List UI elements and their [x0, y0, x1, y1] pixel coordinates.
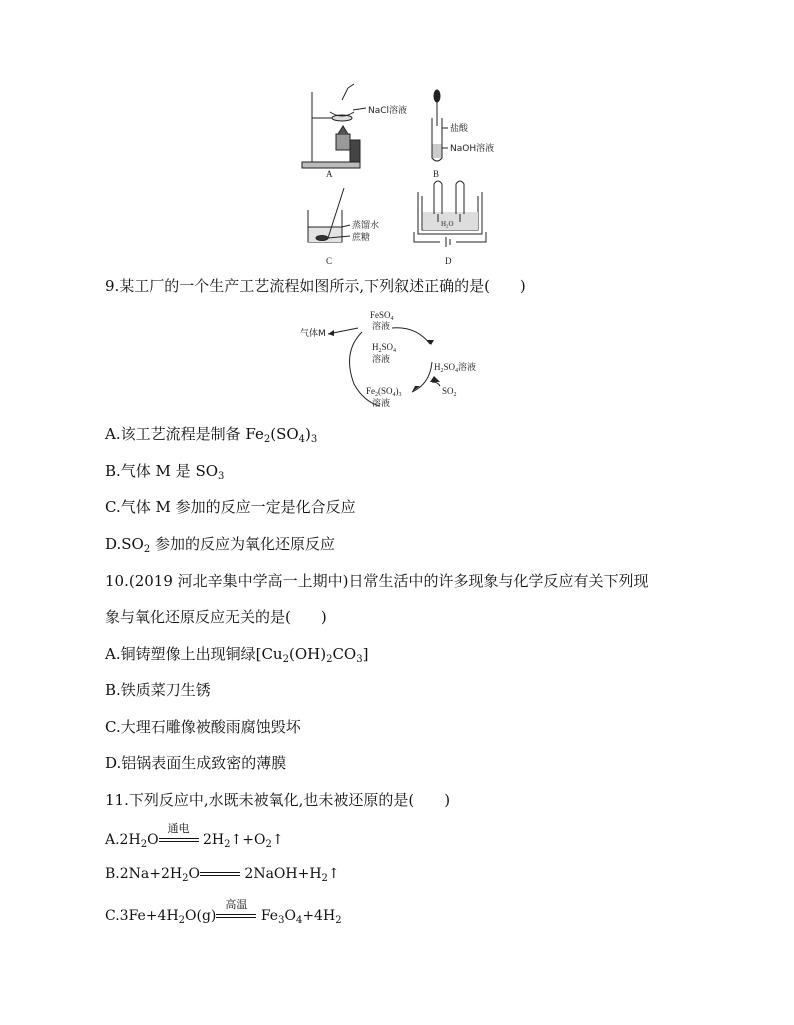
q11-stem: 11.下列反应中,水既未被氧化,也未被还原的是( ) [105, 791, 451, 809]
q10-option-c: C.大理石雕像被酸雨腐蚀毁坏 [105, 718, 301, 736]
equation-arrow: 通电 [159, 835, 199, 845]
label-hcl: 盐酸 [450, 124, 469, 134]
label-water: 蒸馏水 [352, 221, 380, 231]
q10-stem-line2: 象与氧化还原反应无关的是( ) [105, 608, 327, 626]
label-fe2so43-solution: 溶液 [372, 399, 391, 409]
apparatus-a [302, 84, 366, 168]
q11-option-a: $A.2H_2O$ 通电 $2H_2↑+O_2↑$ [105, 822, 284, 850]
q10-stem-line1: 10.(2019 河北辛集中学高一上期中)日常生活中的许多现象与化学反应有关下列现 [105, 572, 649, 590]
label-h2o: H₂O [441, 220, 454, 228]
q11-option-c: $C.3Fe+4H_2O(g)$ 高温 $Fe_3O_4+4H_2$ [105, 898, 342, 926]
apparatus-figure [290, 82, 510, 268]
q10-option-b: B.铁质菜刀生锈 [105, 681, 211, 699]
q11-option-b: $B.2Na+2H_2O$ $2NaOH+H_2↑$ [105, 866, 340, 884]
q9-option-c: C.气体 M 参加的反应一定是化合反应 [105, 498, 356, 516]
apparatus-c [308, 188, 350, 242]
label-feso4-solution: 溶液 [372, 322, 391, 332]
q9-option-a: A.该工艺流程是制备 $Fe_2(SO_4)_3$ [105, 425, 318, 445]
q9-option-b: B.气体 M 是 $SO_3$ [105, 462, 225, 482]
label-c: C [326, 256, 333, 266]
equation-arrow: 高温 [216, 911, 256, 921]
q9-option-d: $D.SO_2$ 参加的反应为氧化还原反应 [105, 535, 335, 555]
label-so2: $SO_2$ [442, 386, 457, 398]
cycle-arc-top-right [392, 328, 430, 344]
label-gas-m: 气体M [300, 329, 326, 339]
arrow-so2 [430, 376, 440, 382]
label-d: D [445, 256, 452, 266]
label-h2so4-right: $H_2SO_4$溶液 [434, 362, 477, 374]
equation-arrow [200, 869, 240, 879]
apparatus-b [432, 90, 448, 161]
q10-option-d: D.铝锅表面生成致密的薄膜 [105, 754, 287, 772]
arrow-to-gas [328, 330, 334, 336]
label-b: B [433, 169, 440, 179]
label-naoh: NaOH溶液 [450, 144, 495, 154]
arrow-down-right [427, 340, 434, 345]
label-nacl: NaCl溶液 [368, 106, 408, 116]
label-fe2so43: $Fe_2(SO_4)_3$ [366, 386, 402, 398]
label-a: A [326, 169, 333, 179]
label-h2so4-inner-solution: 溶液 [372, 355, 391, 365]
q9-stem: 9.某工厂的一个生产工艺流程如图所示,下列叙述正确的是( ) [105, 277, 526, 295]
label-feso4: FeSO$_4$ [370, 310, 394, 322]
apparatus-d [414, 181, 486, 247]
label-h2so4-inner: $H_2SO_4$ [372, 342, 397, 354]
process-cycle-diagram [300, 306, 490, 414]
q10-option-a: A.铜铸塑像上出现铜绿$[Cu_2(OH)_2CO_3]$ [105, 645, 369, 665]
label-sucrose: 蔗糖 [352, 233, 371, 243]
